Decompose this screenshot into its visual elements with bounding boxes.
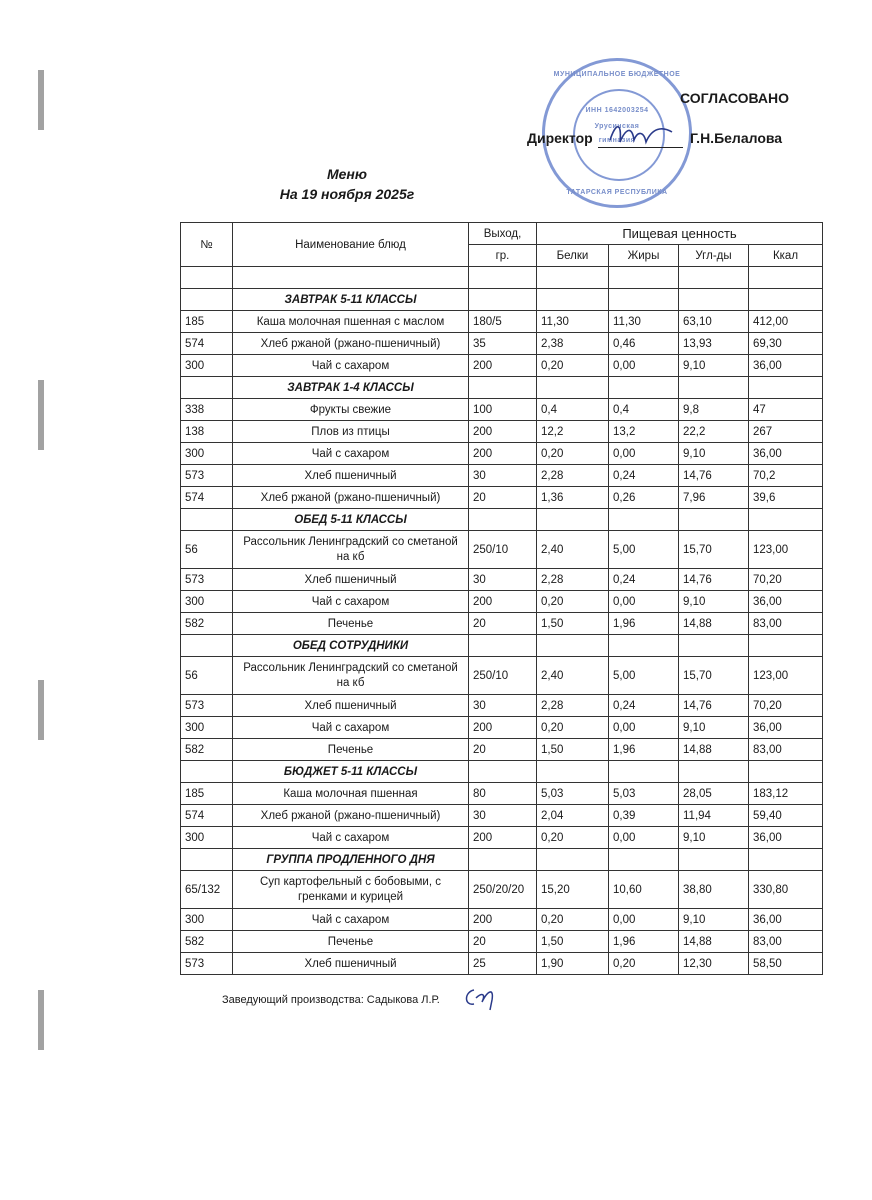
cell-no: 185 (181, 783, 233, 805)
section-title: БЮДЖЕТ 5-11 КЛАССЫ (233, 761, 469, 783)
table-row (181, 311, 823, 333)
cell-carbs: 14,76 (679, 569, 749, 591)
cell-name: Хлеб ржаной (ржано-пшеничный) (233, 487, 469, 509)
cell-no: 582 (181, 739, 233, 761)
cell-fat: 0,4 (609, 399, 679, 421)
cell-carbs: 9,10 (679, 591, 749, 613)
cell-protein: 5,03 (537, 783, 609, 805)
table-row (181, 569, 823, 591)
cell-kcal: 267 (749, 421, 823, 443)
cell-yield: 25 (469, 953, 537, 975)
cell-kcal: 47 (749, 399, 823, 421)
cell-yield: 180/5 (469, 311, 537, 333)
section-row (181, 289, 823, 311)
cell-no: 300 (181, 909, 233, 931)
cell-carbs: 7,96 (679, 487, 749, 509)
cell-name: Плов из птицы (233, 421, 469, 443)
cell-name: Каша молочная пшенная с маслом (233, 311, 469, 333)
cell-yield: 20 (469, 613, 537, 635)
cell-no: 582 (181, 931, 233, 953)
cell-no: 56 (181, 531, 233, 569)
cell-protein: 1,50 (537, 613, 609, 635)
cell-yield: 250/10 (469, 657, 537, 695)
cell-kcal: 70,20 (749, 695, 823, 717)
cell-carbs: 9,10 (679, 443, 749, 465)
cell-fat: 0,26 (609, 487, 679, 509)
cell-carbs: 12,30 (679, 953, 749, 975)
cell-no: 56 (181, 657, 233, 695)
cell-name: Чай с сахаром (233, 909, 469, 931)
cell-name: Чай с сахаром (233, 443, 469, 465)
cell-protein: 2,28 (537, 465, 609, 487)
cell-kcal: 183,12 (749, 783, 823, 805)
cell-fat: 0,00 (609, 591, 679, 613)
cell-protein: 1,90 (537, 953, 609, 975)
cell-fat: 5,00 (609, 657, 679, 695)
director-label: Директор (527, 130, 593, 146)
cell-yield: 30 (469, 569, 537, 591)
cell-no: 573 (181, 695, 233, 717)
table-row (181, 695, 823, 717)
cell-carbs: 9,10 (679, 909, 749, 931)
table-row (181, 443, 823, 465)
cell-no: 573 (181, 465, 233, 487)
cell-no: 300 (181, 443, 233, 465)
table-row (181, 739, 823, 761)
cell-protein: 0,20 (537, 909, 609, 931)
table-row (181, 591, 823, 613)
table-row (181, 333, 823, 355)
cell-name: Чай с сахаром (233, 355, 469, 377)
cell-kcal: 36,00 (749, 355, 823, 377)
cell-kcal: 83,00 (749, 931, 823, 953)
table-row (181, 931, 823, 953)
table-row (181, 827, 823, 849)
cell-no: 300 (181, 355, 233, 377)
cell-protein: 15,20 (537, 871, 609, 909)
cell-yield: 80 (469, 783, 537, 805)
cell-yield: 30 (469, 695, 537, 717)
cell-fat: 0,00 (609, 717, 679, 739)
section-title: ЗАВТРАК 5-11 КЛАССЫ (233, 289, 469, 311)
cell-protein: 1,50 (537, 739, 609, 761)
cell-yield: 200 (469, 355, 537, 377)
section-title: ОБЕД СОТРУДНИКИ (233, 635, 469, 657)
cell-kcal: 36,00 (749, 827, 823, 849)
cell-fat: 1,96 (609, 931, 679, 953)
header-yield: Выход, (469, 223, 537, 245)
cell-kcal: 39,6 (749, 487, 823, 509)
section-row (181, 509, 823, 531)
cell-yield: 200 (469, 909, 537, 931)
title-line-1: Меню (326, 166, 367, 182)
cell-protein: 2,40 (537, 657, 609, 695)
cell-protein: 0,20 (537, 355, 609, 377)
cell-kcal: 59,40 (749, 805, 823, 827)
cell-yield: 200 (469, 717, 537, 739)
cell-carbs: 14,88 (679, 613, 749, 635)
cell-fat: 10,60 (609, 871, 679, 909)
table-row (181, 399, 823, 421)
cell-yield: 200 (469, 591, 537, 613)
cell-carbs: 14,88 (679, 931, 749, 953)
cell-name: Каша молочная пшенная (233, 783, 469, 805)
director-signature (606, 118, 676, 150)
cell-protein: 1,36 (537, 487, 609, 509)
cell-name: Рассольник Ленинградский со сметаной на кб (233, 657, 469, 695)
cell-kcal: 83,00 (749, 613, 823, 635)
cell-kcal: 36,00 (749, 591, 823, 613)
cell-name: Рассольник Ленинградский со сметаной на кб (233, 531, 469, 569)
cell-carbs: 15,70 (679, 531, 749, 569)
cell-no: 300 (181, 717, 233, 739)
header-yield-unit: гр. (469, 245, 537, 267)
cell-kcal: 36,00 (749, 443, 823, 465)
cell-fat: 13,2 (609, 421, 679, 443)
table-row (181, 531, 823, 569)
cell-protein: 0,20 (537, 717, 609, 739)
table-row (181, 355, 823, 377)
cell-kcal: 330,80 (749, 871, 823, 909)
scan-edge-mark (38, 680, 44, 740)
cell-yield: 200 (469, 827, 537, 849)
cell-no: 573 (181, 569, 233, 591)
manager-signature (460, 984, 500, 1012)
cell-name: Хлеб пшеничный (233, 569, 469, 591)
cell-no: 582 (181, 613, 233, 635)
cell-fat: 0,24 (609, 465, 679, 487)
page-title (262, 164, 432, 204)
cell-carbs: 9,10 (679, 717, 749, 739)
cell-name: Хлеб пшеничный (233, 695, 469, 717)
cell-yield: 100 (469, 399, 537, 421)
header-row-1 (181, 223, 823, 245)
spacer-row (181, 267, 823, 289)
cell-yield: 20 (469, 487, 537, 509)
section-title: ЗАВТРАК 1-4 КЛАССЫ (233, 377, 469, 399)
cell-kcal: 69,30 (749, 333, 823, 355)
cell-protein: 0,4 (537, 399, 609, 421)
cell-fat: 1,96 (609, 739, 679, 761)
cell-carbs: 9,10 (679, 355, 749, 377)
stamp-name-2: гимназия (598, 137, 636, 144)
cell-kcal: 36,00 (749, 909, 823, 931)
table-row (181, 717, 823, 739)
cell-carbs: 14,76 (679, 695, 749, 717)
cell-fat: 5,03 (609, 783, 679, 805)
cell-no: 573 (181, 953, 233, 975)
cell-yield: 30 (469, 465, 537, 487)
stamp-ring-bottom: ТАТАРСКАЯ РЕСПУБЛИКА (566, 189, 668, 196)
cell-kcal: 123,00 (749, 531, 823, 569)
section-row (181, 635, 823, 657)
cell-fat: 0,00 (609, 443, 679, 465)
cell-protein: 1,50 (537, 931, 609, 953)
cell-carbs: 9,10 (679, 827, 749, 849)
cell-no: 138 (181, 421, 233, 443)
cell-fat: 0,00 (609, 827, 679, 849)
cell-kcal: 70,2 (749, 465, 823, 487)
cell-name: Суп картофельный с бобовыми, с гренками и курицей (233, 871, 469, 909)
cell-kcal: 123,00 (749, 657, 823, 695)
header-no: № (181, 223, 233, 267)
cell-protein: 2,40 (537, 531, 609, 569)
header-protein: Белки (537, 245, 609, 267)
cell-kcal: 36,00 (749, 717, 823, 739)
header-fat: Жиры (609, 245, 679, 267)
cell-fat: 0,24 (609, 569, 679, 591)
cell-name: Фрукты свежие (233, 399, 469, 421)
cell-name: Печенье (233, 739, 469, 761)
cell-carbs: 13,93 (679, 333, 749, 355)
cell-name: Печенье (233, 613, 469, 635)
cell-fat: 0,46 (609, 333, 679, 355)
table-row (181, 465, 823, 487)
cell-protein: 0,20 (537, 591, 609, 613)
cell-carbs: 28,05 (679, 783, 749, 805)
header-kcal: Ккал (749, 245, 823, 267)
section-row (181, 761, 823, 783)
cell-carbs: 14,88 (679, 739, 749, 761)
stamp-ring-top: МУНИЦИПАЛЬНОЕ БЮДЖЕТНОЕ (553, 71, 681, 78)
cell-protein: 2,28 (537, 569, 609, 591)
cell-carbs: 38,80 (679, 871, 749, 909)
menu-table (180, 222, 823, 975)
scan-edge-mark (38, 380, 44, 450)
cell-kcal: 83,00 (749, 739, 823, 761)
stamp-inn: ИНН 1642003254 (585, 107, 649, 114)
cell-fat: 0,00 (609, 909, 679, 931)
cell-protein: 2,38 (537, 333, 609, 355)
cell-no: 574 (181, 333, 233, 355)
cell-fat: 0,39 (609, 805, 679, 827)
cell-carbs: 11,94 (679, 805, 749, 827)
cell-yield: 30 (469, 805, 537, 827)
cell-protein: 12,2 (537, 421, 609, 443)
table-row (181, 613, 823, 635)
table-row (181, 871, 823, 909)
cell-carbs: 9,8 (679, 399, 749, 421)
cell-protein: 0,20 (537, 443, 609, 465)
cell-name: Чай с сахаром (233, 591, 469, 613)
cell-name: Чай с сахаром (233, 827, 469, 849)
cell-name: Хлеб пшеничный (233, 953, 469, 975)
cell-name: Чай с сахаром (233, 717, 469, 739)
cell-fat: 5,00 (609, 531, 679, 569)
cell-protein: 2,04 (537, 805, 609, 827)
cell-protein: 11,30 (537, 311, 609, 333)
cell-no: 300 (181, 827, 233, 849)
section-title: ГРУППА ПРОДЛЕННОГО ДНЯ (233, 849, 469, 871)
title-line-2: На 19 ноября 2025г (279, 186, 415, 202)
cell-yield: 20 (469, 931, 537, 953)
cell-kcal: 412,00 (749, 311, 823, 333)
cell-carbs: 14,76 (679, 465, 749, 487)
cell-protein: 0,20 (537, 827, 609, 849)
cell-name: Печенье (233, 931, 469, 953)
table-row (181, 657, 823, 695)
cell-yield: 250/10 (469, 531, 537, 569)
cell-protein: 2,28 (537, 695, 609, 717)
cell-yield: 250/20/20 (469, 871, 537, 909)
cell-carbs: 22,2 (679, 421, 749, 443)
cell-fat: 0,00 (609, 355, 679, 377)
cell-no: 338 (181, 399, 233, 421)
cell-name: Хлеб пшеничный (233, 465, 469, 487)
cell-carbs: 15,70 (679, 657, 749, 695)
table-row (181, 953, 823, 975)
director-name: Г.Н.Белалова (690, 130, 783, 146)
table-row (181, 805, 823, 827)
cell-yield: 35 (469, 333, 537, 355)
cell-no: 65/132 (181, 871, 233, 909)
cell-yield: 20 (469, 739, 537, 761)
scan-edge-mark (38, 990, 44, 1050)
cell-name: Хлеб ржаной (ржано-пшеничный) (233, 333, 469, 355)
table-row (181, 421, 823, 443)
section-row (181, 849, 823, 871)
stamp-name: Урусинская (594, 123, 640, 130)
cell-kcal: 58,50 (749, 953, 823, 975)
approved-label: СОГЛАСОВАНО (680, 90, 789, 106)
table-row (181, 909, 823, 931)
footer-manager: Заведующий производства: Садыкова Л.Р. (222, 994, 440, 1006)
header-nutrition: Пищевая ценность (537, 223, 823, 245)
cell-no: 185 (181, 311, 233, 333)
cell-kcal: 70,20 (749, 569, 823, 591)
cell-fat: 11,30 (609, 311, 679, 333)
header-name: Наименование блюд (233, 223, 469, 267)
cell-yield: 200 (469, 443, 537, 465)
table-row (181, 487, 823, 509)
cell-no: 574 (181, 487, 233, 509)
cell-fat: 0,20 (609, 953, 679, 975)
section-title: ОБЕД 5-11 КЛАССЫ (233, 509, 469, 531)
section-row (181, 377, 823, 399)
cell-name: Хлеб ржаной (ржано-пшеничный) (233, 805, 469, 827)
cell-no: 574 (181, 805, 233, 827)
cell-yield: 200 (469, 421, 537, 443)
header-carbs: Угл-ды (679, 245, 749, 267)
scan-edge-mark (38, 70, 44, 130)
cell-fat: 0,24 (609, 695, 679, 717)
cell-fat: 1,96 (609, 613, 679, 635)
table-row (181, 783, 823, 805)
cell-no: 300 (181, 591, 233, 613)
cell-carbs: 63,10 (679, 311, 749, 333)
